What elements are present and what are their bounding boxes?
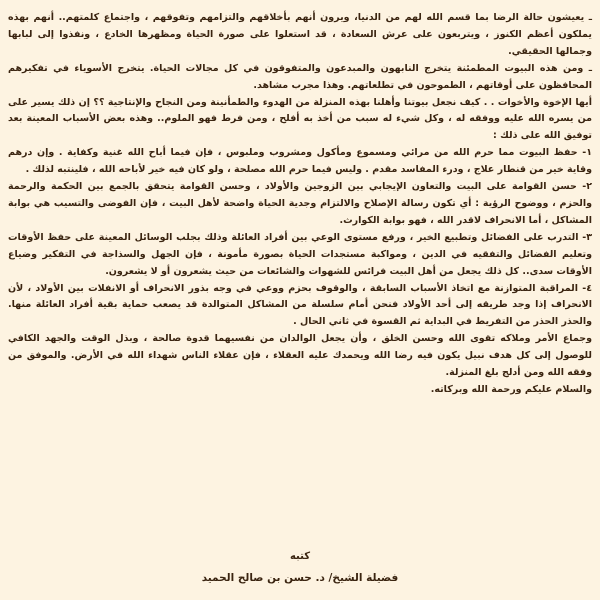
signature-block <box>0 550 600 586</box>
article-body <box>8 10 592 399</box>
paragraph-contentment: ـ يعيشون حالة الرضا بما قسم الله لهم من الدنيا، ويرون أنهم بأخلاقهم والتزامهم وتفوقهم ، واجتماع كلمتهم.. أنهم بهذه يملكون أعظم الكنوز ، ويتربعون على عرش السعادة ، قد استعلوا على صورة الحياة ومظهرها الخادع ، ونفذوا إلى لبابها وجمالها الحقيقي. <box>8 12 592 57</box>
paragraph-outstanding-homes: ـ ومن هذه البيوت المطمئنة يتخرج النابهون والمبدعون والمتفوقون في كل مجالات الحياة. يتخرج الأسوياء في تفكيرهم المحافظون على أوقاتهم ، الطموحون في تطلعاتهم. وهذا مجرب مشاهد. <box>8 62 592 91</box>
paragraph-closing-greeting: والسلام عليكم ورحمة الله وبركاته. <box>430 383 592 395</box>
author-name: فضيلة الشيخ/ د. حسن بن صالح الحميد <box>201 572 399 584</box>
paragraph-point-2: ٢- حسن القوامة على البيت والتعاون الإيجابي بين الزوجين والأولاد ، وحسن القوامة يتحقق بالجمع بين الحكمة والرحمة والحزم ، ووضوح الرؤية : أي تكون رسالة الإصلاح والالتزام وجدية الحياة واضحة لأهل البيت ، فإن الفوضى والتسيب هي بوابة المشاكل ، أما الانحراف لاقدر الله ، فهو بوابة الكوارث. <box>8 181 592 226</box>
written-by-label: كتبه <box>289 551 311 562</box>
paragraph-point-3: ٣- التدرب على الفضائل وتطبيع الخير ، ورفع مستوى الوعي بين أفراد العائلة وذلك بجلب الوسائل المعينة على حفظ الأوقات وتعليم الفضائل والتفقيه في الدين ، ومواكبة مستجدات الحياة بصورة مأمونة ، فإن الجهل والسذاجة في التفكير وضياع الأوقات سدى.. كل ذلك يجعل من أهل البيت فرائس للشهوات والشائعات من حيث يشعرون أو لا يشعرون. <box>8 231 592 277</box>
paragraph-introduction: أيها الإخوة والأخوات . . كيف نجعل بيوتنا وأهلنا بهذه المنزلة من الهدوء والطمأنينة ومن النجاح والإنتاجية ؟؟ إن ذلك يسير على من يسره الله عليه ووفقه له ، وكل شيء له سبب من أخذ به أفلح ، ومن فرط فهو الملوم.. وهذه بعض الأسباب المعينة بعد توفيق الله على ذلك : <box>8 96 592 142</box>
paragraph-point-1: ١- حفظ البيوت مما حرم الله من مرائي ومسموع ومأكول ومشروب وملبوس ، فإن فيما أباح الله غنية وكفاية . وإن درهم وقاية خير من قنطار علاج ، ودرء المفاسد مقدم . وليس فيما حرم الله مصلحة ، ولو كان فيه خير لأباحه الله ، فلينتبه لذلك . <box>8 147 592 176</box>
paragraph-conclusion: وجماع الأمر وملاكه تقوى الله وحسن الخلق ، وأن يجعل الوالدان من نفسيهما قدوة صالحة ، وبذل الوقت والجهد الكافي للوصول إلى كل هدف نبيل يكون فيه رضا الله ويحمدك عليه العقلاء ، فإن عقلاء الناس شهداء الله في الأرض. والموفق من وفقه الله ومن أدلج بلغ المنزلة. <box>8 333 592 379</box>
paragraph-point-4: ٤- المراقبة المتوازنة مع اتخاذ الأسباب السابقة ، والوقوف بحزم ووعي في وجه بذور الانحراف أو الانفلات بين الأولاد ، لأن الانحراف إذا وجد طريقه إلى أحد الأولاد فنحن أمام سلسلة من المشاكل المتوالدة قد يصعب حماية بقية أفراد العائلة منها. والحذر الحذر من التفريط في البداية ثم القسوة في ثاني الحال . <box>8 282 592 328</box>
